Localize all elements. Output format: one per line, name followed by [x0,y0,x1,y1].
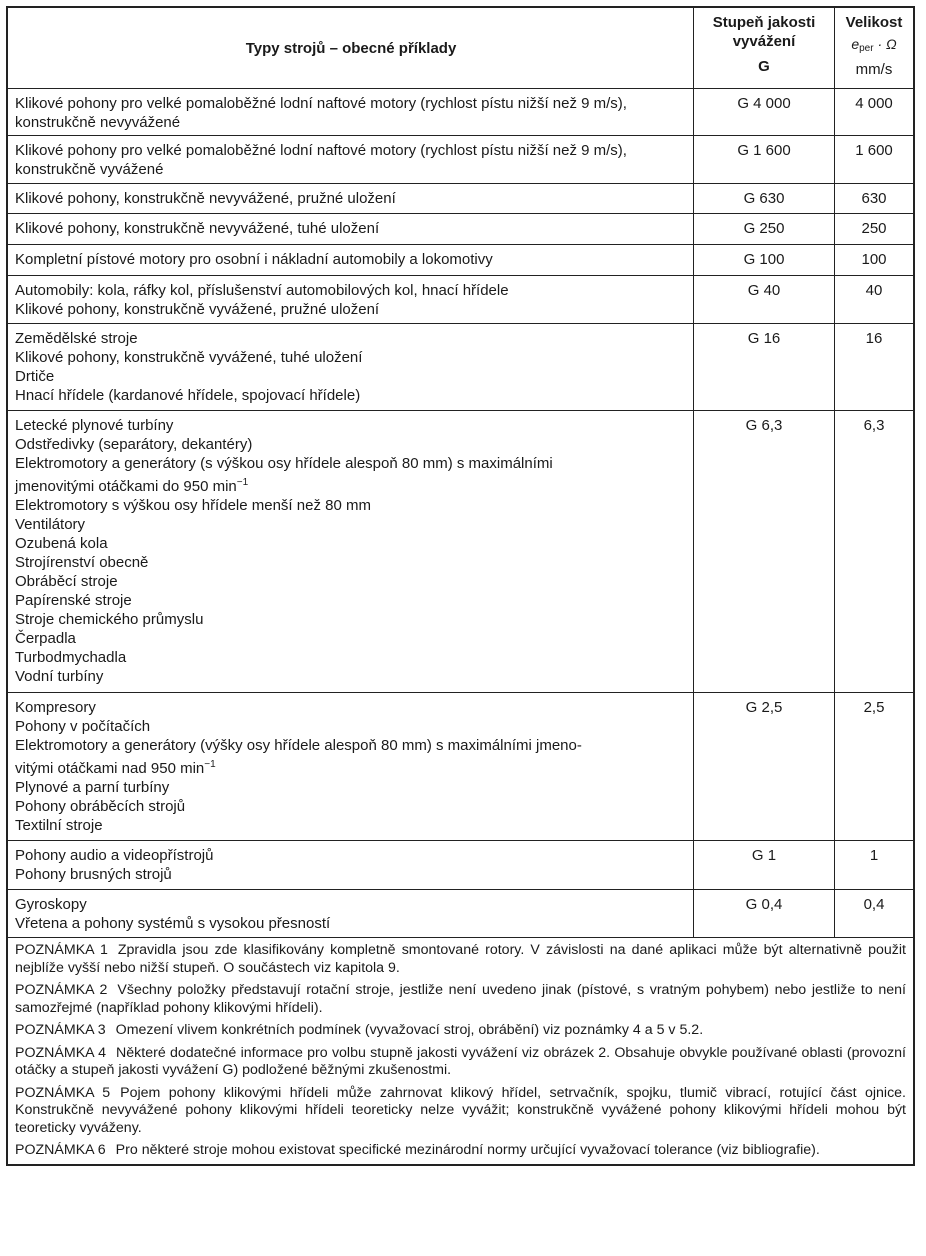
row-line: Textilní stroje [15,817,103,834]
table-row [8,183,913,213]
row-line: Elektromotory s výškou osy hřídele menší než 80 mm [15,497,371,514]
row-line: Čerpadla [15,630,76,647]
row-machine-types [8,89,694,135]
row-line: Kompresory [15,699,96,716]
row-value: 4 000 [855,95,893,112]
note-text: Pro některé stroje mohou existovat specifické mezinárodní normy určující vyvažovací tolerance (viz bibliografie). [115,1142,820,1158]
row-value: 1 [869,847,879,864]
table-row [8,889,913,937]
row-machine-types [8,324,694,410]
row-value: 40 [865,282,883,299]
row-value: 100 [861,251,887,268]
row-machine-types [8,136,694,183]
superscript-minus-one: −1 [204,759,216,770]
row-line-text: vitými otáčkami nad 950 min [15,760,205,777]
table-row [8,692,913,840]
row-line: Elektromotory a generátory (výšky osy hřídele alespoň 80 mm) s maximálními jmeno- [15,737,582,754]
note-item [15,1045,906,1080]
row-line [15,473,687,496]
header-magnitude [835,8,913,88]
note-label: POZNÁMKA 2 [15,982,108,998]
header-balance-grade [694,8,835,88]
row-value: 0,4 [863,896,885,913]
row-grade: G 2,5 [694,693,835,840]
row-line: Pohony obráběcích strojů [15,798,186,815]
header-grade-line2: vyvážení [732,33,796,50]
note-label: POZNÁMKA 6 [15,1142,106,1158]
row-grade: G 1 [694,841,835,889]
note-label: POZNÁMKA 5 [15,1084,111,1101]
row-value: 2,5 [863,699,885,716]
header-magnitude-unit: mm/s [855,61,893,78]
table-row [8,88,913,135]
formula-e: e [851,36,860,52]
row-line: Obráběcí stroje [15,573,118,590]
row-grade: G 4 000 [694,89,835,135]
note-text: Omezení vlivem konkrétních podmínek (vyvažovací stroj, obrábění) viz poznámky 4 a 5 v 5.2. [115,1022,704,1038]
row-grade: G 1 600 [694,136,835,183]
row-value: 6,3 [863,417,885,434]
header-machine-types: Typy strojů – obecné příklady [8,8,694,88]
row-machine-types [8,890,694,937]
note-item [15,942,906,977]
row-line: Plynové a parní turbíny [15,779,170,796]
row-machine-types [8,184,694,213]
row-grade: G 40 [694,276,835,323]
table-row [8,840,913,889]
row-line: Automobily: kola, ráfky kol, příslušenství automobilových kol, hnací hřídele [15,282,509,299]
row-value: 16 [865,330,883,347]
row-machine-types [8,276,694,323]
table-row [8,323,913,410]
header-grade-line1: Stupeň jakosti [712,14,816,31]
row-line: Vodní turbíny [15,668,104,685]
superscript-minus-one: −1 [236,477,249,488]
note-item [15,1142,906,1160]
header-grade-symbol: G [758,58,770,75]
row-line: Klikové pohony, konstrukčně nevyvážené, pružné uložení [15,190,396,207]
header-magnitude-title: Velikost [845,14,903,31]
row-value: 250 [861,220,887,237]
table-row [8,275,913,323]
note-item [15,982,906,1017]
row-value: 1 600 [855,142,893,159]
row-line: Zemědělské stroje [15,330,138,347]
note-text: Zpravidla jsou zde klasifikovány kompletně smontované rotory. V závislosti na dané aplikaci může být alternativně použit nejblíže vyšší nebo nižší stupeň. O součástech viz kapitola 9. [15,942,906,976]
row-line: Klikové pohony, konstrukčně vyvážené, pružné uložení [15,301,380,318]
row-grade: G 16 [694,324,835,410]
table-row [8,135,913,183]
row-machine-types [8,693,694,840]
row-line: Letecké plynové turbíny [15,417,174,434]
row-line: konstrukčně vyvážené [15,161,164,178]
row-line: Klikové pohony pro velké pomaloběžné lodní naftové motory (rychlost pístu nižší než 9 m/s), [15,142,627,159]
notes-list [8,938,913,1164]
row-line: Papírenské stroje [15,592,132,609]
row-line [15,755,687,778]
row-line: Stroje chemického průmyslu [15,611,204,628]
row-grade: G 100 [694,245,835,275]
row-grade: G 250 [694,214,835,244]
row-line: Pohony v počítačích [15,718,151,735]
row-machine-types [8,411,694,692]
row-line: Strojírenství obecně [15,554,149,571]
note-text: Pojem pohony klikovými hřídeli může zahrnovat klikový hřídel, setrvačník, spojku, tlumič vibrací, rotující část ojnice. Konstrukčně nevyvážené pohony klikovými hřídeli teoreticky nelze vyvážit; konstrukčně vyvážené pohony klikovými hřídeli mohou být teoreticky vyváženy. [15,1084,906,1136]
row-line: Ozubená kola [15,535,108,552]
row-line: konstrukčně nevyvážené [15,114,181,131]
row-line: Vřetena a pohony systémů s vysokou přesností [15,915,331,932]
table-row [8,244,913,275]
note-item [15,1085,906,1138]
note-text: Některé dodatečné informace pro volbu stupně jakosti vyvážení viz obrázek 2. Obsahuje obvykle používané oblasti (provozní otáčky a stupeň jakosti vyvážení G) podložené běžnými zkušenostmi. [15,1044,906,1078]
header-magnitude-formula [839,35,909,58]
note-label: POZNÁMKA 3 [15,1022,106,1038]
row-line: Klikové pohony, konstrukčně vyvážené, tuhé uložení [15,349,363,366]
row-line: Klikové pohony, konstrukčně nevyvážené, tuhé uložení [15,220,380,237]
row-grade: G 630 [694,184,835,213]
row-line: Elektromotory a generátory (s výškou osy hřídele alespoň 80 mm) s maximálními [15,455,553,472]
formula-sub: per [859,43,874,54]
row-line: Kompletní pístové motory pro osobní i nákladní automobily a lokomotivy [15,251,493,268]
table-header [8,8,913,88]
row-line: Gyroskopy [15,896,87,913]
row-grade: G 6,3 [694,411,835,692]
row-machine-types [8,214,694,244]
notes-section [8,937,913,1164]
note-item [15,1022,906,1040]
table-row [8,213,913,244]
note-text: Všechny položky představují rotační stroje, jestliže není uvedeno jinak (pístové, s vratným pohybem) nebo jestliže to není samozřejmé (například pohony klikovými hřídeli). [15,982,906,1016]
formula-omega: · Ω [873,36,897,52]
row-line: Odstředivky (separátory, dekantéry) [15,436,253,453]
row-line: Pohony audio a videopřístrojů [15,847,214,864]
row-line: Turbodmychadla [15,649,127,666]
note-label: POZNÁMKA 4 [15,1044,107,1061]
row-machine-types [8,841,694,889]
balance-grade-table [6,6,915,1166]
row-line-text: jmenovitými otáčkami do 950 min [15,478,237,495]
row-line: Drtiče [15,368,55,385]
row-line: Ventilátory [15,516,86,533]
row-line: Klikové pohony pro velké pomaloběžné lodní naftové motory (rychlost pístu nižší než 9 m/s), [15,95,627,112]
row-machine-types [8,245,694,275]
note-label: POZNÁMKA 1 [15,942,108,958]
row-line: Hnací hřídele (kardanové hřídele, spojovací hřídele) [15,387,361,404]
row-line: Pohony brusných strojů [15,866,172,883]
row-value: 630 [861,190,887,207]
row-grade: G 0,4 [694,890,835,937]
table-row [8,410,913,692]
